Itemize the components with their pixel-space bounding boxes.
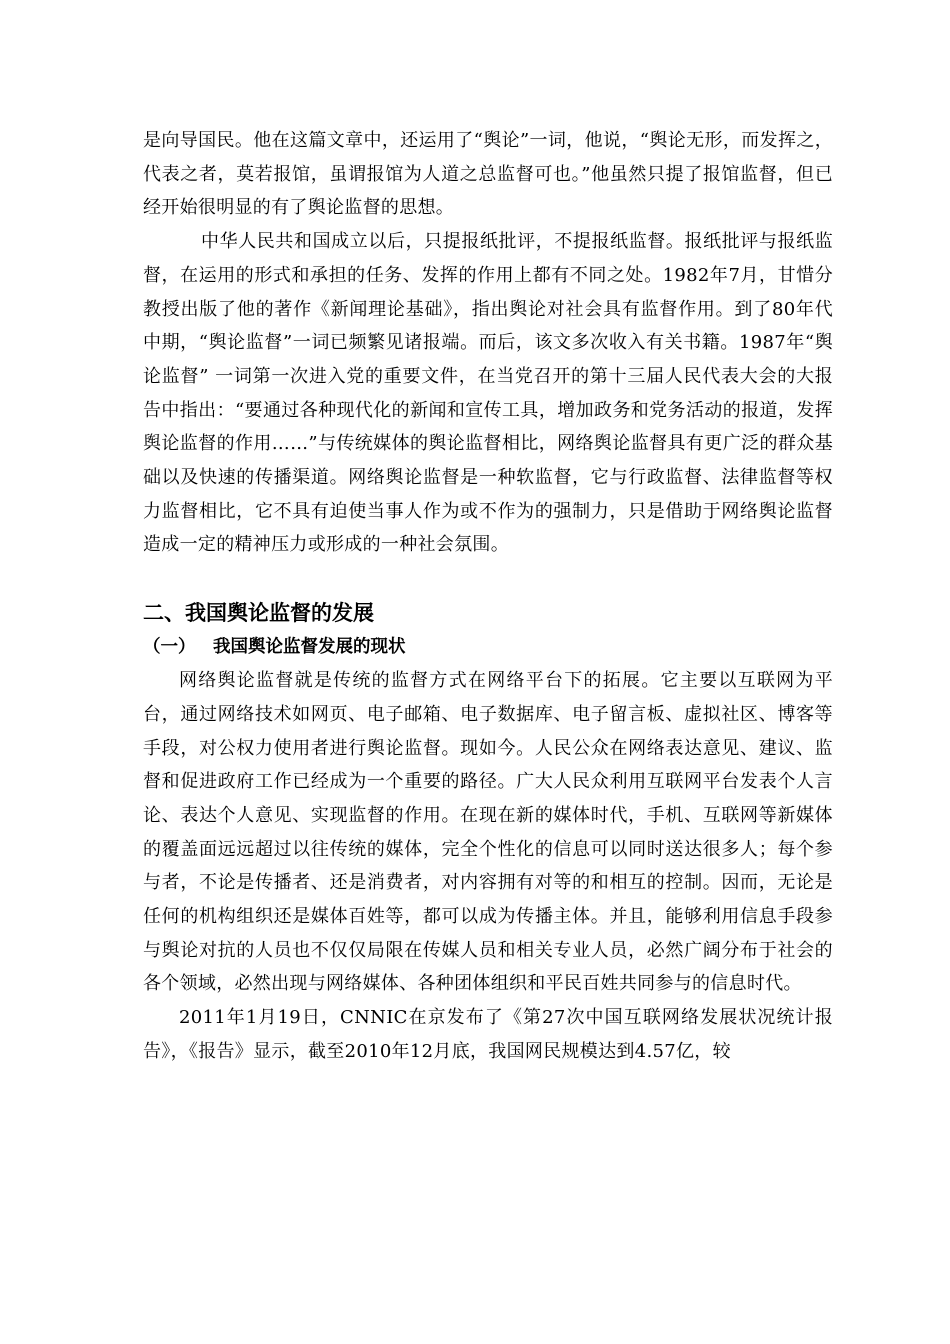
- subsection-number: （一）: [143, 637, 196, 658]
- paragraph-continuation: 是向导国民。他在这篇文章中，还运用了“舆论”一词，他说，“舆论无形，而发挥之，代表之者，莫若报馆，虽谓报馆为人道之总监督可也。”他虽然只提了报馆监督，但已经开始很明显的有了舆论监督的思想。: [143, 130, 833, 219]
- subsection-heading: [143, 630, 833, 664]
- document-body: [143, 124, 833, 1069]
- paragraph-prc-founding: 中华人民共和国成立以后，只提报纸批评，不提报纸监督。报纸批评与报纸监督，在运用的形式和承担的任务、发挥的作用上都有不同之处。1982年7月，甘惜分教授出版了他的著作《新闻理论基础》，指出舆论对社会具有监督作用。到了80年代中期，“舆论监督”一词已频繁见诸报端。而后，该文多次收入有关书籍。1987年“舆论监督” 一词第一次进入党的重要文件，在当党召开的第十三届人民代表大会的大报告中指出：“要通过各种现代化的新闻和宣传工具，增加政务和党务活动的报道，发挥舆论监督的作用……”与传统媒体的舆论监督相比，网络舆论监督具有更广泛的群众基础以及快速的传播渠道。网络舆论监督是一种软监督，它与行政监督、法律监督等权力监督相比，它不具有迫使当事人作为或不作为的强制力，只是借助于网络舆论监督造成一定的精神压力或形成的一种社会氛围。: [143, 231, 833, 556]
- paragraph-cnnic-report: 2011年1月19日，CNNIC在京发布了《第27次中国互联网络发展状况统计报告》，《报告》显示，截至2010年12月底，我国网民规模达到4.57亿，较: [143, 1007, 833, 1062]
- paragraph-network-supervision: 网络舆论监督就是传统的监督方式在网络平台下的拓展。它主要以互联网为平台，通过网络技术如网页、电子邮箱、电子数据库、电子留言板、虚拟社区、博客等手段，对公权力使用者进行舆论监督。现如今。人民公众在网络表达意见、建议、监督和促进政府工作已经成为一个重要的路径。广大人民众利用互联网平台发表个人言论、表达个人意见、实现监督的作用。在现在新的媒体时代，手机、互联网等新媒体的覆盖面远远超过以往传统的媒体，完全个性化的信息可以同时送达很多人；每个参与者，不论是传播者、还是消费者，对内容拥有对等的和相互的控制。因而，无论是任何的机构组织还是媒体百姓等，都可以成为传播主体。并且，能够利用信息手段参与舆论对抗的人员也不仅仅局限在传媒人员和相关专业人员，必然广阔分布于社会的各个领域，必然出现与网络媒体、各种团体组织和平民百姓共同参与的信息时代。: [143, 670, 833, 995]
- section-heading: 二、我国舆论监督的发展: [143, 601, 374, 626]
- subsection-title: 我国舆论监督发展的现状: [213, 637, 406, 658]
